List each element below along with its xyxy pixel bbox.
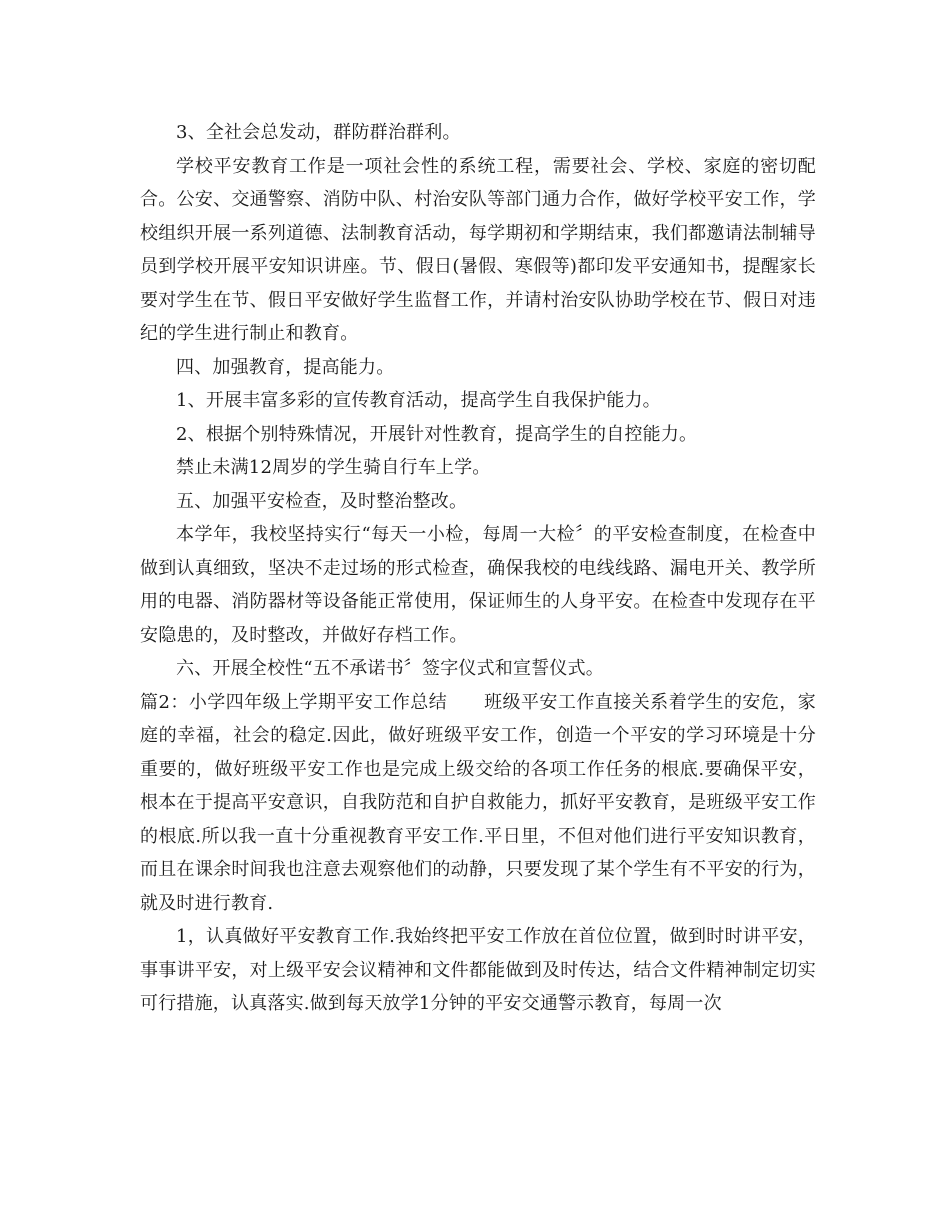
paragraph-school-safety-education: 学校平安教育工作是一项社会性的系统工程，需要社会、学校、家庭的密切配合。公安、交通警察、消防中队、村治安队等部门通力合作，做好学校平安工作，学校组织开展一系列道德、法制教育活动，每学期初和学期结束，我们都邀请法制辅导员到学校开展平安知识讲座。节、假日(暑假、寒假等)都印发平安通知书，提醒家长要对学生在节、假日平安做好学生监督工作，并请村治安队协助学校在节、假日对违纪的学生进行制止和教育。	[140, 155, 816, 344]
paragraph-bicycle-rule: 禁止未满12周岁的学生骑自行车上学。	[176, 457, 491, 478]
paragraph-item-3: 3、全社会总发动，群防群治群利。	[176, 122, 461, 143]
paragraph-article-2-item-1: 1，认真做好平安教育工作.我始终把平安工作放在首位位置，做到时时讲平安，事事讲平安，对上级平安会议精神和文件都能做到及时传达，结合文件精神制定切实可行措施，认真落实.做到每天放学1分钟的平安交通警示教育，每周一次	[140, 926, 816, 1014]
section-heading-6: 六、开展全校性“五不承诺书〞签字仪式和宣誓仪式。	[176, 658, 604, 679]
section-heading-4: 四、加强教育，提高能力。	[176, 356, 395, 378]
paragraph-item-1: 1、开展丰富多彩的宣传教育活动，提高学生自我保护能力。	[176, 390, 661, 411]
section-heading-5: 五、加强平安检查，及时整治整改。	[176, 490, 468, 512]
document-body	[140, 116, 816, 1021]
paragraph-article-2: 篇2：小学四年级上学期平安工作总结 班级平安工作直接关系着学生的安危，家庭的幸福，社会的稳定.因此，做好班级平安工作，创造一个平安的学习环境是十分重要的，做好班级平安工作也是完成上级交给的各项工作任务的根底.要确保平安，根本在于提高平安意识，自我防范和自护自救能力，抓好平安教育，是班级平安工作的根底.所以我一直十分重视教育平安工作.平日里，不但对他们进行平安知识教育，而且在课余时间我也注意去观察他们的动静，只要发现了某个学生有不平安的行为，就及时进行教育.	[140, 691, 816, 914]
paragraph-item-2: 2、根据个别特殊情况，开展针对性教育，提高学生的自控能力。	[176, 423, 698, 445]
paragraph-safety-inspection: 本学年，我校坚持实行“每天一小检，每周一大检〞的平安检查制度，在检查中做到认真细致，坚决不走过场的形式检查，确保我校的电线线路、漏电开关、教学所用的电器、消防器材等设备能正常使用，保证师生的人身平安。在检查中发现存在平安隐患的，及时整改，并做好存档工作。	[140, 524, 816, 646]
